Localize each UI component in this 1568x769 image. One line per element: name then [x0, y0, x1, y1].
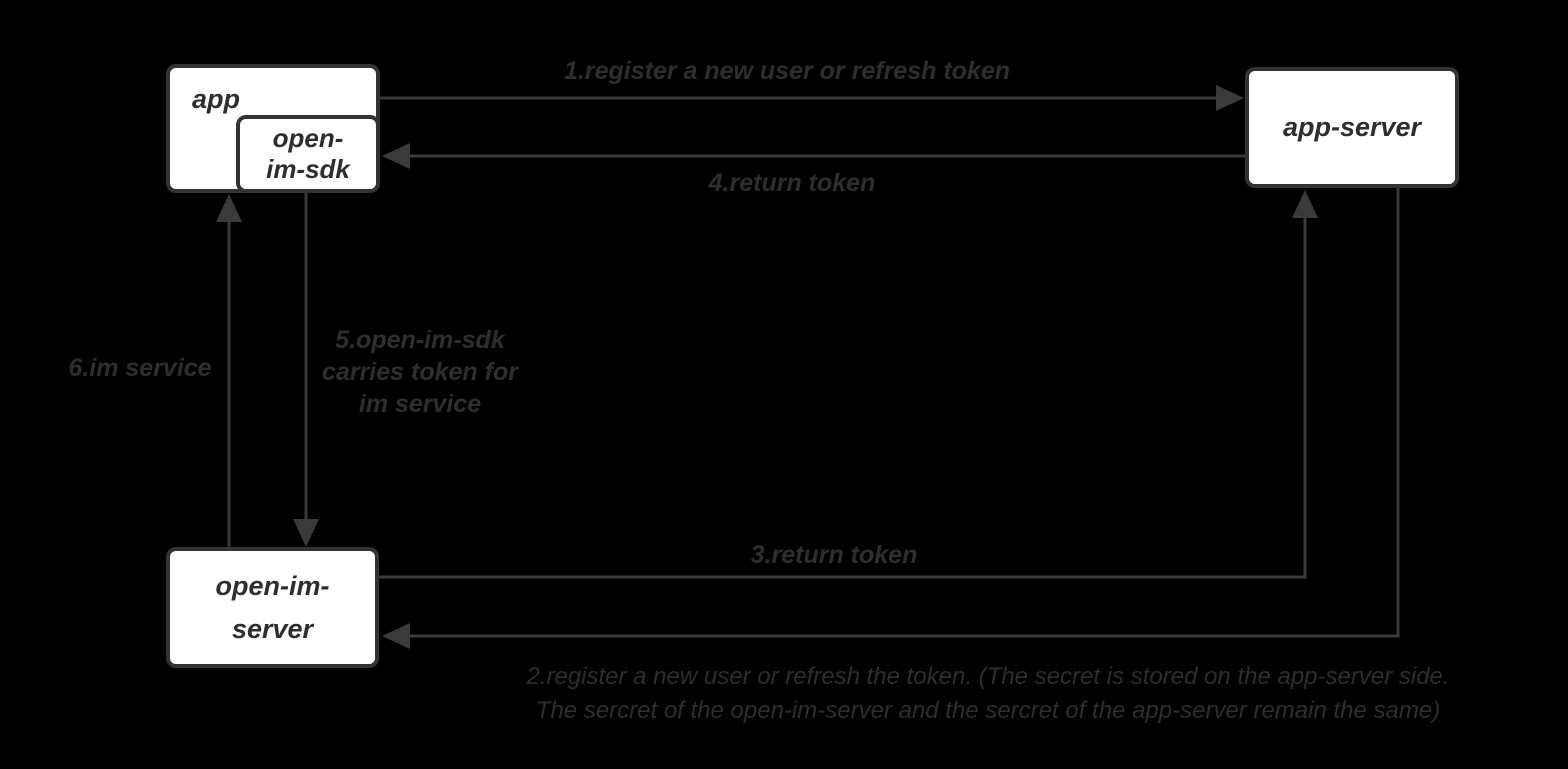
- edge-2-label-line1: 2.register a new user or refresh the token. (The secret is stored on the app-server side.: [526, 663, 1450, 690]
- node-open-im-sdk: [236, 115, 380, 193]
- edge-2-register-refresh-token: [382, 188, 1398, 649]
- edge-1-label: [564, 57, 1010, 86]
- node-open-im-server-label-line1: open-im-: [215, 570, 330, 601]
- node-open-im-server-label-line2: server: [231, 613, 314, 644]
- arrowhead-up-icon: [1292, 190, 1318, 218]
- edge-6-label: [68, 354, 211, 383]
- edge-5-label-line3: im service: [358, 390, 482, 418]
- edge-3-label-text: 3.return token: [750, 541, 918, 569]
- edge-6-im-service: [216, 194, 242, 547]
- edge-1-register-new-user: [380, 85, 1244, 111]
- node-app-label: app: [192, 84, 241, 114]
- arrowhead-right-icon: [1216, 85, 1244, 111]
- edge-3-label: [751, 541, 918, 570]
- arrowhead-up-icon: [216, 194, 242, 222]
- node-app-server-label: app-server: [1282, 112, 1422, 142]
- node-open-im-sdk-label-line2: im-sdk: [266, 154, 350, 184]
- edge-4-return-token: [382, 143, 1245, 169]
- edge-4-label-text: 4.return token: [708, 169, 876, 197]
- arrowhead-down-icon: [293, 519, 319, 547]
- node-app-server: [1245, 67, 1459, 188]
- edge-4-label: [709, 169, 876, 198]
- edge-6-label-text: 6.im service: [68, 354, 212, 382]
- edge-3-return-token: [379, 190, 1318, 577]
- edge-5-label: [322, 324, 518, 420]
- node-open-im-sdk-label-line1: open-: [272, 123, 344, 153]
- arrowhead-left-icon: [382, 623, 410, 649]
- edge-5-sdk-carries-token: [293, 193, 319, 547]
- edge-1-label-text: 1.register a new user or refresh token: [563, 57, 1011, 85]
- arrowhead-left-icon: [382, 143, 410, 169]
- edge-5-label-line1: 5.open-im-sdk: [335, 326, 505, 354]
- edge-5-label-line2: carries token for: [322, 358, 518, 386]
- edge-2-label: [526, 660, 1449, 728]
- edge-2-label-line2: The sercret of the open-im-server and the sercret of the app-server remain the same): [535, 697, 1441, 724]
- node-open-im-server: [166, 547, 379, 668]
